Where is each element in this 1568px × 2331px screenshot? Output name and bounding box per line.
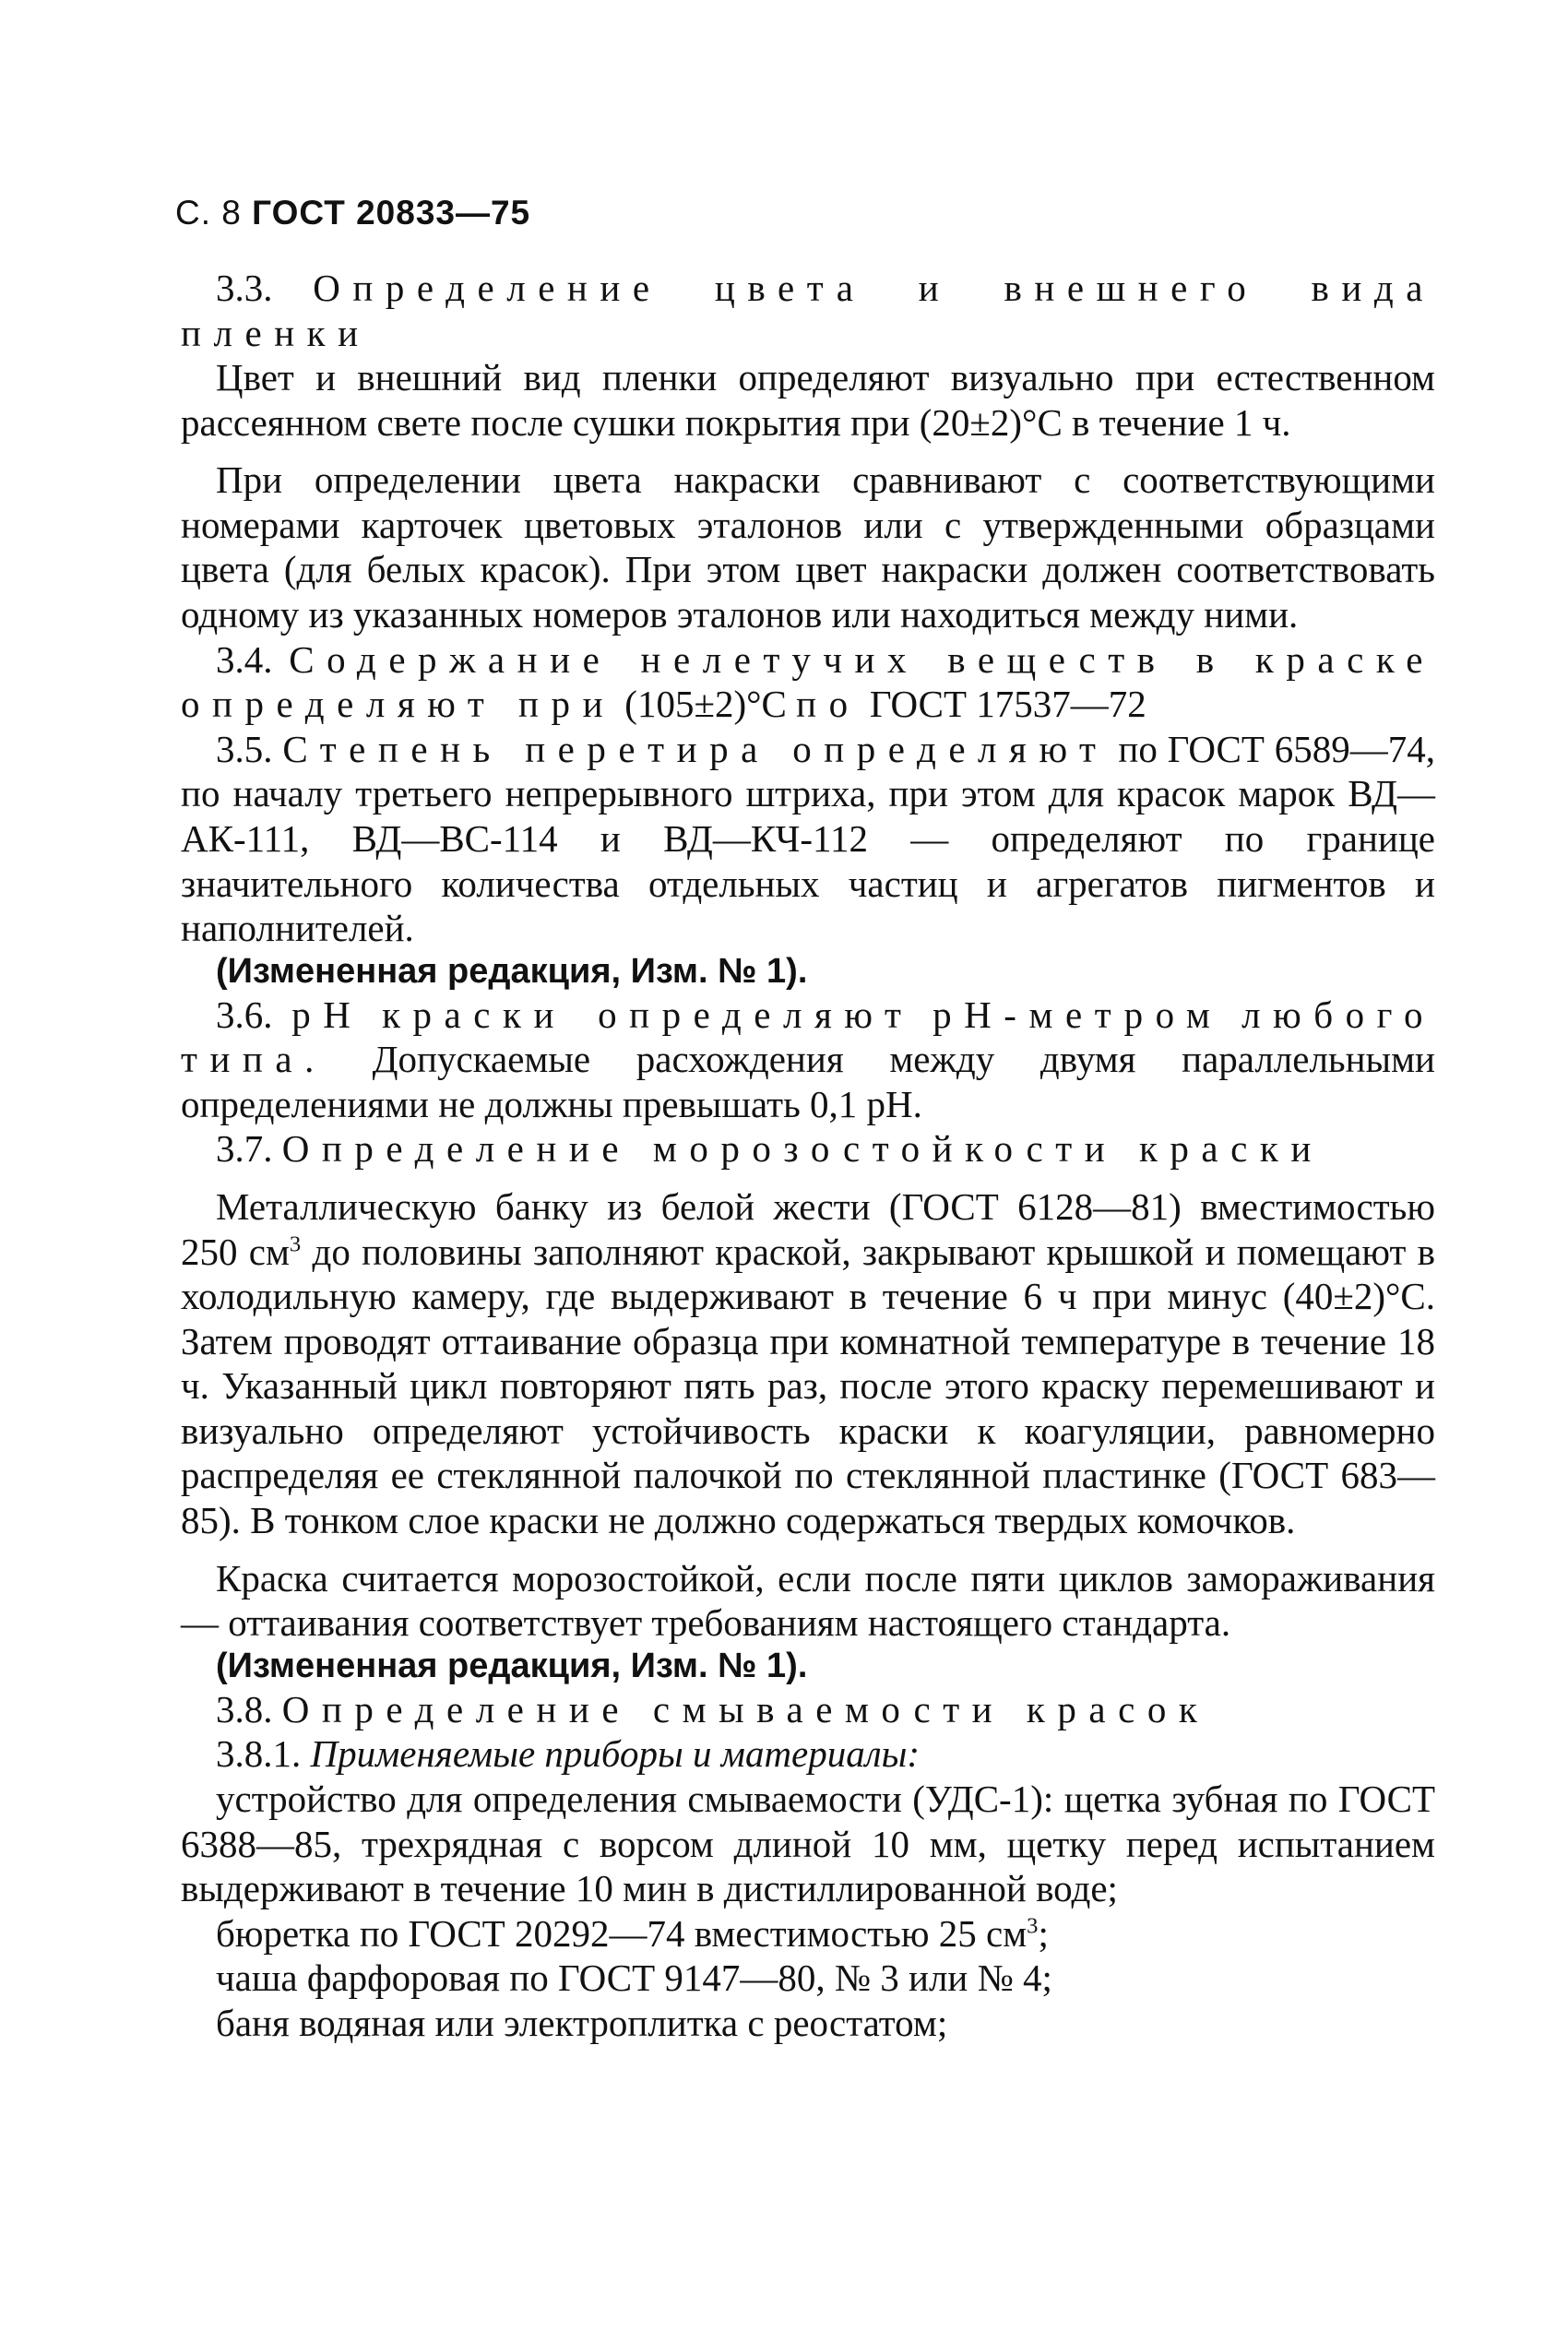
paragraph-text: Металлическую банку из белой жести (ГОСТ 6128—81) вместимостью 250 см — [181, 1185, 1435, 1273]
section-title: Определение цвета и внешнего вида пленки — [181, 267, 1435, 354]
list-item: баня водяная или электроплитка с реостатом; — [216, 2001, 948, 2044]
section-3-4 — [181, 637, 1435, 727]
section-number: 3.8.1. — [216, 1732, 302, 1776]
list-item-text: ; — [1038, 1911, 1049, 1955]
section-text: по ГОСТ 6589—74, по началу третьего непрерывного штриха, при этом для красок марок ВД—АК-111, ВД—ВС-114 и ВД—КЧ-112 — определяют по границе значительного количества отдельных частиц и агрегатов пигментов и наполнителей. — [181, 727, 1436, 950]
section-title: Степень перетира определяют — [282, 727, 1109, 770]
list-item: чаша фарфоровая по ГОСТ 9147—80, № 3 или № 4; — [216, 1956, 1052, 2000]
section-3-8-heading — [181, 1687, 1435, 1732]
section-3-7-heading — [181, 1126, 1435, 1171]
section-3-6 — [181, 993, 1435, 1127]
list-item-text: бюретка по ГОСТ 20292—74 вместимостью 25 см — [216, 1911, 1028, 1955]
section-text: по — [796, 683, 861, 726]
section-text: краски определяют — [382, 993, 914, 1036]
paragraph: Краска считается морозостойкой, если после пяти циклов замораживания — оттаивания соответствует требованиям настоящего стандарта. — [181, 1556, 1435, 1645]
section-title: Определение смываемости красок — [281, 1687, 1210, 1730]
amendment-note: (Измененная редакция, Изм. № 1). — [216, 1646, 808, 1685]
superscript: 3 — [1027, 1913, 1039, 1939]
section-number: 3.7. — [216, 1127, 273, 1171]
section-number: 3.3. — [216, 267, 273, 309]
paragraph — [181, 1184, 1435, 1543]
standard-reference: ГОСТ 17537—72 — [869, 683, 1146, 726]
section-number: 3.6. — [216, 993, 273, 1036]
amendment-note: (Измененная редакция, Изм. № 1). — [216, 951, 808, 991]
section-number: 3.4. — [216, 637, 273, 681]
document-body — [181, 266, 1435, 2045]
paragraph-text: до половины заполняют краской, закрывают крышкой и помещают в холодильную камеру, где выдерживают в течение 6 ч при минус (40±2)°С. Затем проводят оттаивание образца при комнатной температуре в течение 18 ч. Указанный цикл повторяют пять раз, после этого краску перемешивают и визуально определяют устойчивость краски к коагуляции, равномерно распределяя ее стеклянной палочкой по стеклянной пластинке (ГОСТ 683—85). В тонком слое краски не должно содержаться твердых комочков. — [181, 1230, 1435, 1542]
superscript: 3 — [289, 1231, 302, 1256]
section-title: Определение морозостойкости краски — [281, 1127, 1324, 1171]
section-title: Применяемые приборы и материалы: — [310, 1732, 921, 1776]
section-number: 3.8. — [216, 1687, 273, 1730]
section-title: Содержание нелетучих веществ в краске определяют при — [181, 637, 1436, 726]
list-item: устройство для определения смываемости (УДС-1): щетка зубная по ГОСТ 6388—85, трехрядная с ворсом длиной 10 мм, щетку перед испытанием выдерживают в течение 10 мин в дистиллированной воде; — [181, 1777, 1435, 1910]
standard-id: ГОСТ 20833—75 — [252, 194, 531, 232]
section-text: Допускаемые расхождения между двумя параллельными определениями не должны превышать 0,1 pH. — [181, 1038, 1435, 1125]
section-3-3-heading — [181, 266, 1435, 355]
page-number: С. 8 — [175, 194, 242, 232]
section-number: 3.5. — [216, 727, 273, 770]
page-header — [175, 194, 530, 232]
section-text: любого типа. — [181, 993, 1436, 1081]
paragraph: При определении цвета накраски сравнивают с соответствующими номерами карточек цветовых эталонов или с утвержденными образцами цвета (для белых красок). При этом цвет накраски должен соответствовать одному из указанных номеров эталонов или находиться между ними. — [181, 458, 1435, 636]
section-text: pH — [291, 993, 363, 1036]
paragraph: Цвет и внешний вид пленки определяют визуально при естественном рассеянном свете после сушки покрытия при (20±2)°С в течение 1 ч. — [181, 356, 1435, 444]
section-3-5 — [181, 727, 1435, 951]
temperature-value: (105±2)°С — [624, 683, 787, 726]
section-text: pH-метром — [932, 993, 1223, 1036]
section-3-8-1-heading — [181, 1731, 1435, 1777]
list-item — [181, 1911, 1435, 1956]
